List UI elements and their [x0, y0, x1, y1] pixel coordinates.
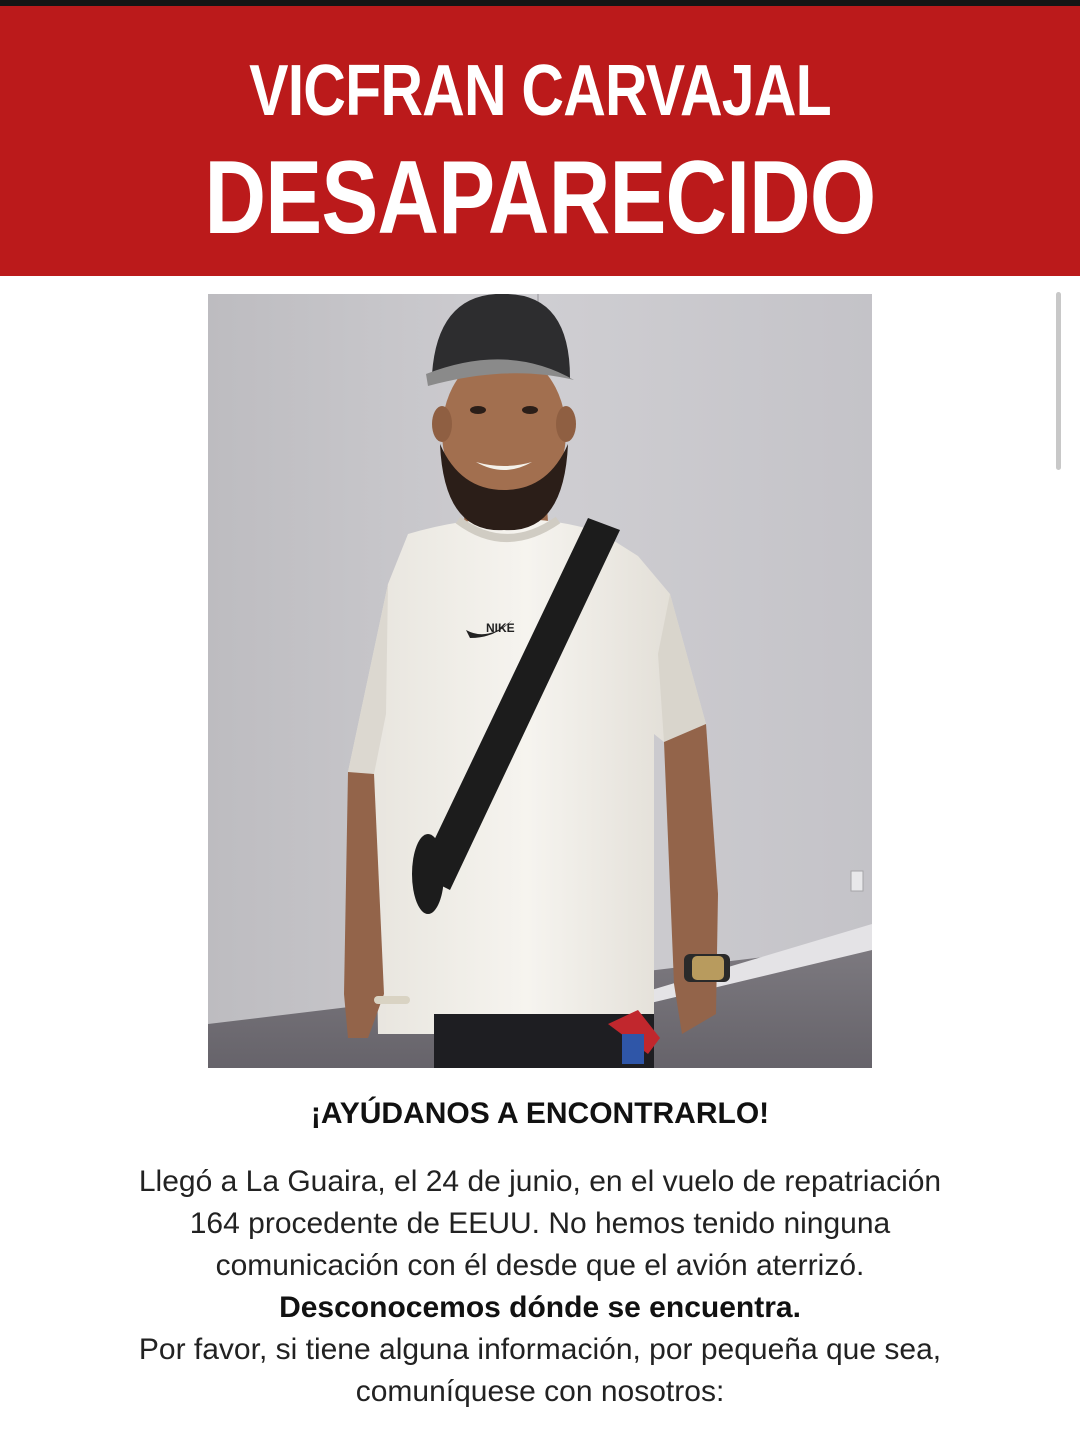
missing-person-name: VICFRAN CARVAJAL — [249, 51, 831, 131]
description-emphasis: Desconocemos dónde se encuentra. — [279, 1291, 801, 1324]
shirt-logo: NIKE — [486, 621, 515, 635]
call-to-action: ¡AYÚDANOS A ENCONTRARLO! — [310, 1097, 770, 1130]
description-line: 164 procedente de EEUU. No hemos tenido ninguna — [189, 1207, 891, 1240]
missing-person-photo — [208, 294, 872, 1068]
description-line: comuníquese con nosotros: — [355, 1375, 725, 1408]
description-line: Por favor, si tiene alguna información, por pequeña que sea, — [138, 1333, 942, 1366]
description — [40, 1161, 1040, 1413]
photo-illustration — [208, 294, 872, 1068]
scrollbar[interactable] — [1056, 292, 1061, 470]
description-line: comunicación con él desde que el avión aterrizó. — [215, 1249, 865, 1282]
description-line: Llegó a La Guaira, el 24 de junio, en el vuelo de repatriación — [138, 1165, 942, 1198]
missing-status-title: DESAPARECIDO — [204, 140, 876, 256]
header-banner — [0, 6, 1080, 276]
